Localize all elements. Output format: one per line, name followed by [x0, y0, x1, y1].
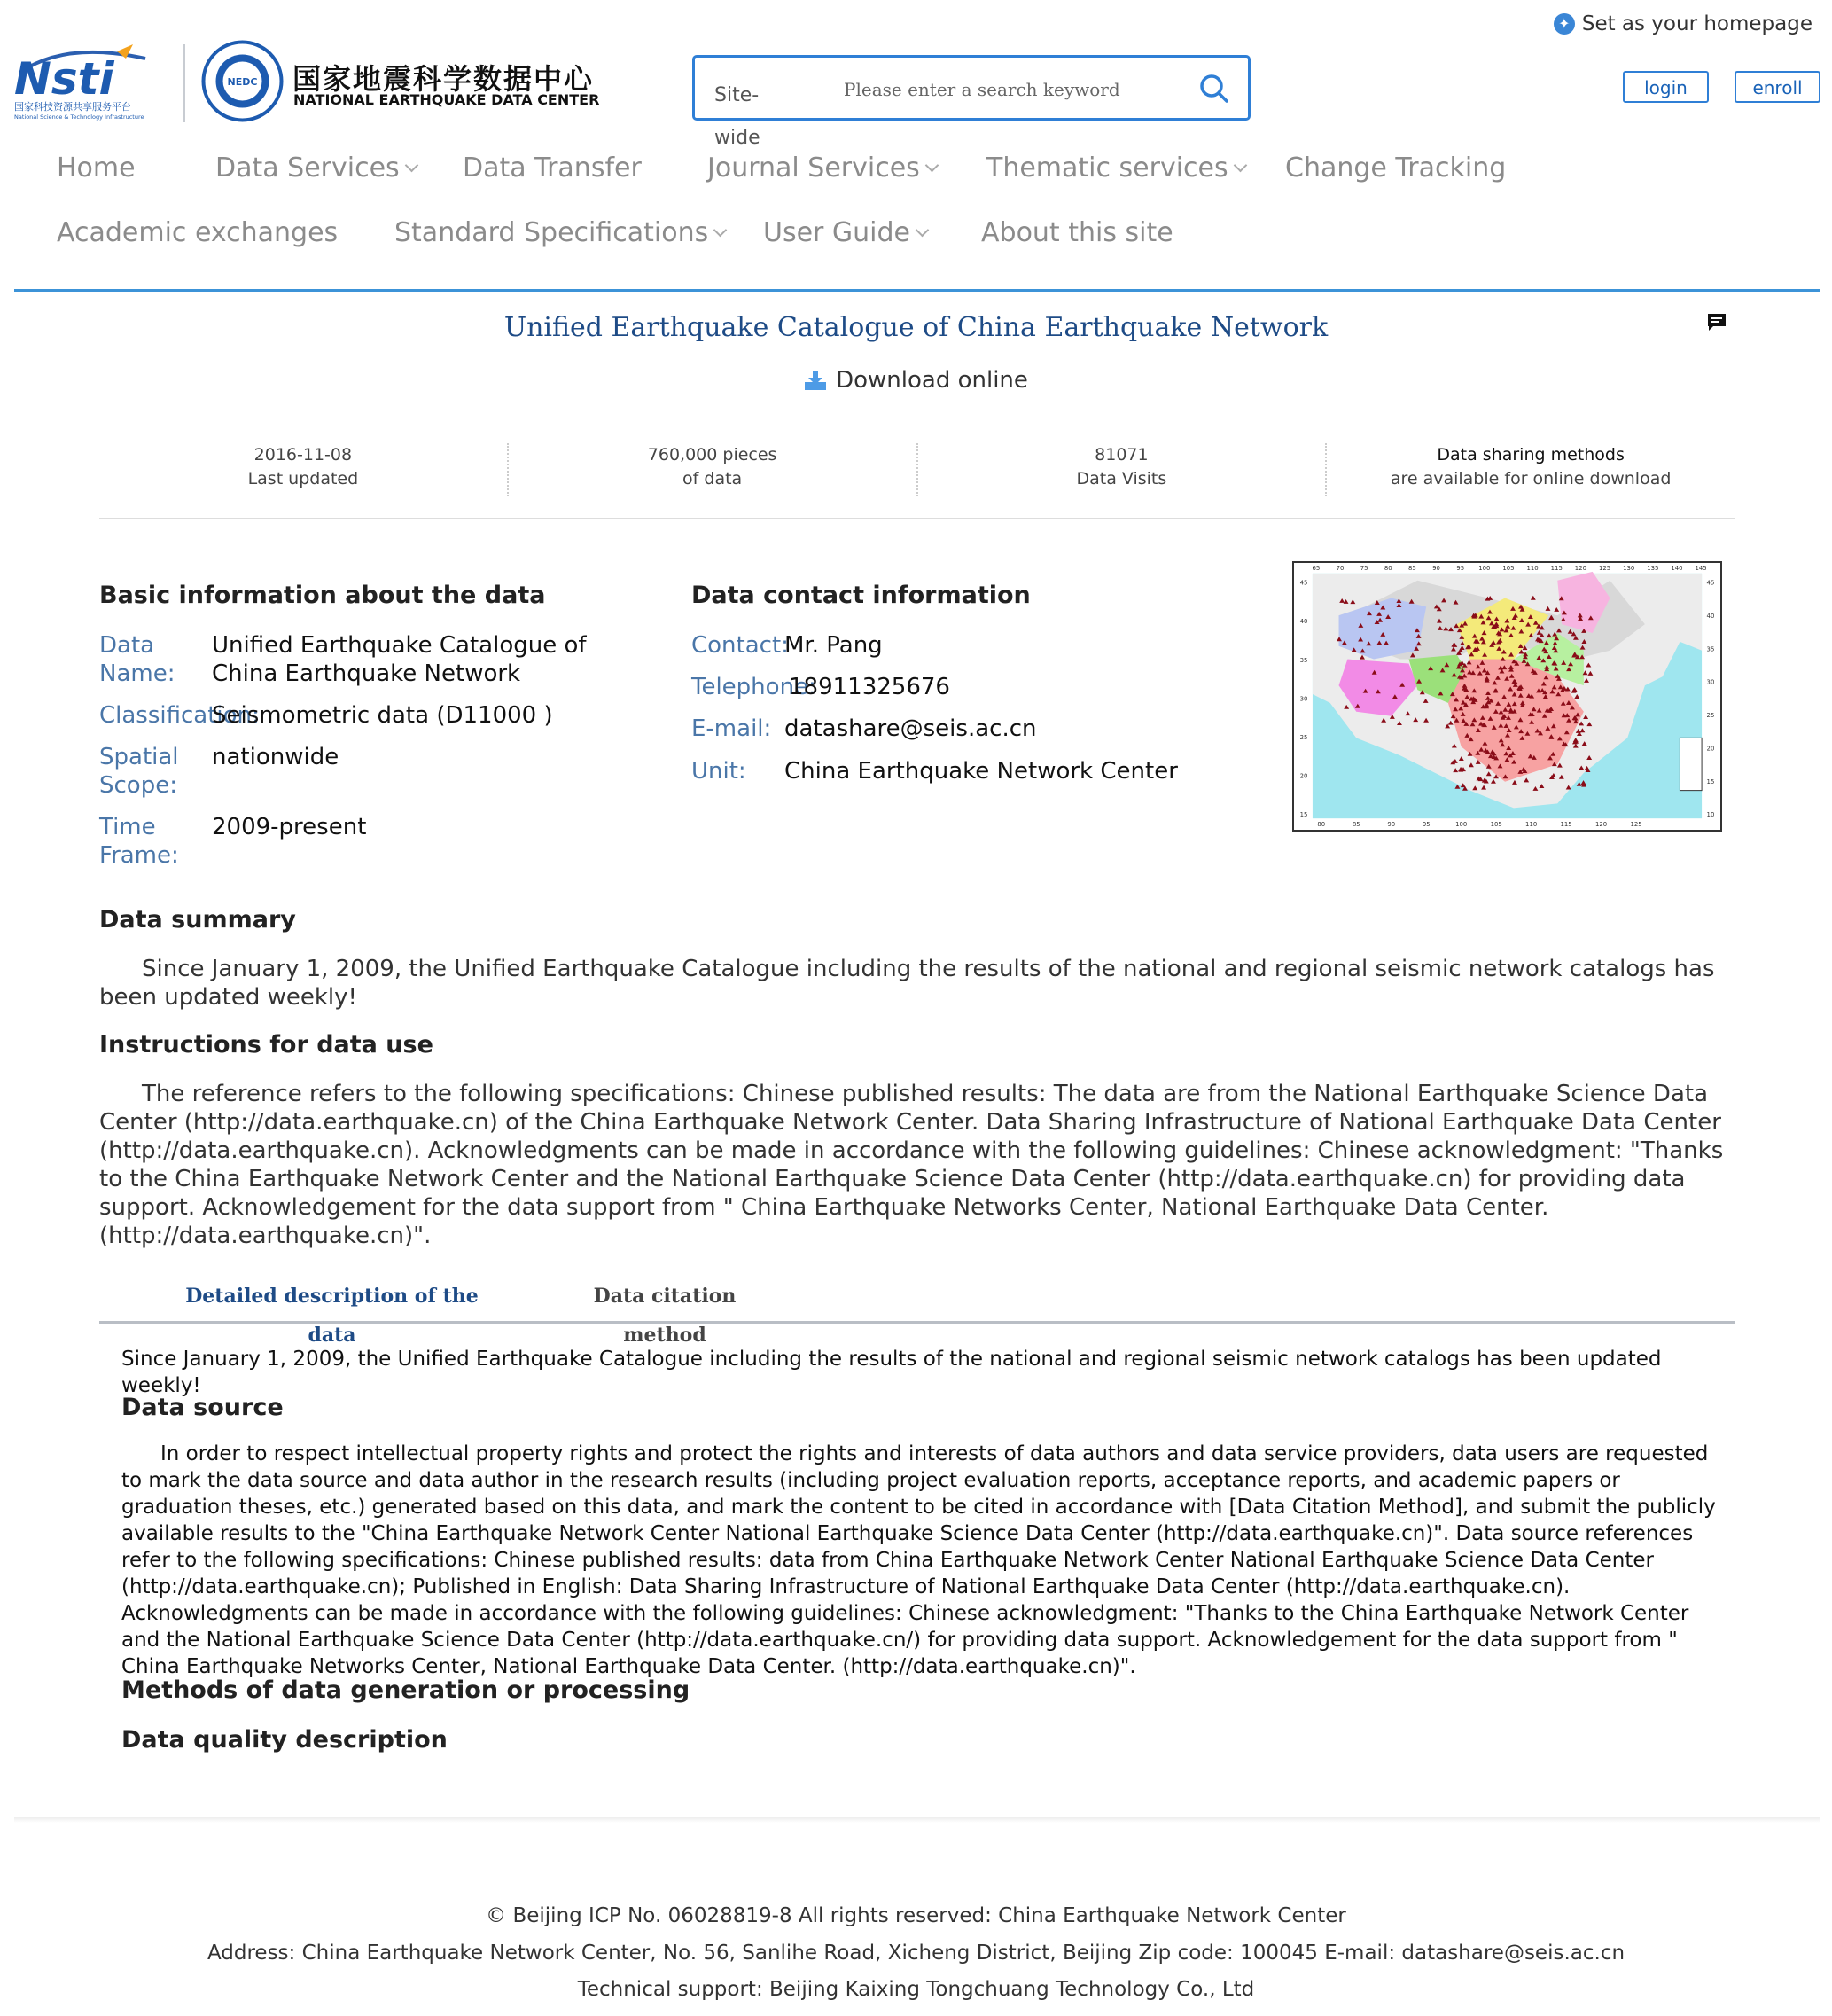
map-right-tick: 30 [1706, 678, 1715, 686]
telephone-label: Telephone: [691, 674, 816, 700]
nav-data-transfer-label: Data Transfer [463, 152, 642, 184]
summary-heading: Data summary [99, 906, 296, 934]
email-label: E-mail: [691, 715, 772, 742]
map-top-tick: 75 [1360, 564, 1368, 572]
comment-icon[interactable] [1706, 312, 1727, 333]
nav-standard-specifications-label: Standard Specifications [394, 217, 709, 248]
telephone-value: 18911325676 [789, 674, 950, 700]
stat-sharing-method [1327, 443, 1735, 496]
basic-info-heading: Basic information about the data [99, 582, 546, 609]
quality-heading: Data quality description [121, 1726, 448, 1754]
set-homepage-label: Set as your homepage [1581, 12, 1813, 35]
nedc-logo-text: NEDC [227, 76, 258, 88]
data-source-text: In order to respect intellectual property rights and protect the rights and interests of data authors and data service providers, data users are requested to mark the data source and data author in the research results (including project evaluation reports, acceptance reports, and academic papers or graduation theses, etc.) generated based on this data, and mark the content to be cited in accordance with [Data Citation Method], and submit the publicly available results to the "China Earthquake Network Center National Earthquake Science Data Center (http://data.earthquake.cn)". Data source references refer to the following specifications: Chinese published results: data from China Earthquake Network Center National Earthquake Science Data Center (http://data.earthquake.cn); Published in English: Data Sharing Infrastructure of National Earthquake Data Center (http://data.earthquake.cn). Acknowledgments can be made in accordance with the following guidelines: Chinese acknowledgment: "Thanks to the China Earthquake Network Center and the National Earthquake Science Data Center (http://data.earthquake.cn/) for providing data support. Acknowledgement for the data support from " China Earthquake Networks Center, National Earthquake Data Center. (http://data.earthquake.cn)". [121, 1442, 1716, 1678]
stat-data-visits-label: Data Visits [1076, 469, 1167, 488]
chevron-down-icon [916, 223, 930, 238]
map-right-tick: 35 [1706, 645, 1715, 653]
map-top-tick: 115 [1550, 564, 1563, 572]
time-frame-label: Time Frame: [99, 814, 179, 869]
map-right-tick: 15 [1706, 777, 1715, 785]
nav-journal-services-label: Journal Services [707, 152, 920, 184]
contact-label: Contact: [691, 632, 789, 659]
globe-icon: ✦ [1554, 13, 1575, 35]
nav-divider [14, 289, 1820, 292]
search-scope-select[interactable]: Site-wide [714, 84, 760, 149]
data-name-value: Unified Earthquake Catalogue of China Earthquake Network [212, 632, 587, 687]
map-top-tick: 80 [1384, 564, 1392, 572]
nsti-logo[interactable] [12, 39, 168, 121]
nedc-logo[interactable] [200, 39, 285, 123]
nav-academic-exchanges[interactable] [57, 217, 338, 248]
nav-data-services-label: Data Services [215, 152, 400, 184]
tab-detailed-description[interactable]: Detailed description of the data [170, 1277, 494, 1324]
stat-data-volume [509, 443, 918, 496]
footer-technical-support: Technical support: Beijing Kaixing Tongchuang Technology Co., Ltd [577, 1978, 1255, 2001]
login-button[interactable]: login [1623, 71, 1709, 103]
map-top-tick: 110 [1526, 564, 1539, 572]
nsti-logo-text: Nsti [14, 53, 114, 105]
map-bottom-tick: 110 [1525, 821, 1538, 829]
stat-data-volume-value: 760,000 pieces [647, 445, 777, 465]
stat-last-updated-label: Last updated [247, 469, 359, 488]
search-icon[interactable] [1197, 71, 1232, 106]
stat-sharing-method-label: are available for online download [1390, 469, 1672, 488]
search-input[interactable] [842, 74, 1182, 105]
time-frame-value: 2009-present [212, 814, 367, 840]
nav-standard-specifications[interactable] [394, 217, 725, 248]
footer-divider [14, 1817, 1820, 1823]
map-left-tick: 35 [1299, 656, 1308, 664]
dataset-stats [99, 443, 1735, 496]
nav-home-label: Home [57, 152, 136, 184]
map-top-tick: 105 [1502, 564, 1515, 572]
map-bottom-tick: 85 [1352, 821, 1360, 829]
stat-data-visits-value: 81071 [1095, 445, 1149, 465]
methods-heading: Methods of data generation or processing [121, 1676, 690, 1704]
detail-intro: Since January 1, 2009, the Unified Earthquake Catalogue including the results of the national and regional seismic network catalogs has been updated weekly! [121, 1348, 1662, 1397]
map-top-tick: 135 [1647, 564, 1659, 572]
stats-divider [99, 518, 1735, 519]
enroll-button[interactable]: enroll [1735, 71, 1820, 103]
brand-title-cn: 国家地震科学数据中心 [292, 62, 595, 96]
nav-data-transfer[interactable] [463, 152, 642, 184]
nav-academic-exchanges-label: Academic exchanges [57, 217, 339, 248]
classification-label: Classification: [99, 702, 260, 729]
map-bottom-tick: 115 [1560, 821, 1572, 829]
unit-label: Unit: [691, 758, 746, 785]
unit-value: China Earthquake Network Center [784, 758, 1178, 785]
data-name-label: Data Name: [99, 632, 175, 687]
map-bottom-tick: 90 [1387, 821, 1396, 829]
map-top-tick: 85 [1408, 564, 1416, 572]
map-bottom-tick: 80 [1317, 821, 1326, 829]
map-bottom-tick: 120 [1595, 821, 1608, 829]
nav-about-site-label: About this site [981, 217, 1173, 248]
dataset-title: Unified Earthquake Catalogue of China Earthquake Network [503, 312, 1329, 343]
nav-thematic-services-label: Thematic services [986, 152, 1228, 184]
instructions-text: The reference refers to the following specifications: Chinese published results: The data are from the National Earthquake Science Data Center (http://data.earthquake.cn) of the China Earthquake Network Center. Data Sharing Infrastructure of National Earthquake Data Center (http://data.earthquake.cn). Acknowledgments can be made in accordance with the following guidelines: Chinese acknowledgment: "Thanks to the China Earthquake Network Center and the National Earthquake Science Data Center (http://data.earthquake.cn) for providing data support. Acknowledgement for the data support from " China Earthquake Networks Center, National Earthquake Data Center. (http://data.earthquake.cn)". [99, 1081, 1724, 1249]
chevron-down-icon [925, 159, 939, 173]
chevron-down-icon [713, 223, 728, 238]
download-icon [804, 370, 827, 391]
stat-data-visits [918, 443, 1328, 496]
map-top-tick: 145 [1695, 564, 1707, 572]
map-top-tick: 140 [1671, 564, 1683, 572]
map-right-tick: 25 [1706, 712, 1715, 720]
map-left-tick: 30 [1299, 695, 1308, 703]
email-value[interactable]: datashare@seis.ac.cn [784, 715, 1037, 742]
data-source-heading: Data source [121, 1394, 284, 1421]
seismic-station-map [1292, 561, 1722, 832]
nsti-logo-subtitle-en: National Science & Technology Infrastructure [14, 113, 144, 121]
classification-value: Seismometric data (D11000 ) [212, 702, 553, 729]
map-top-tick: 70 [1336, 564, 1345, 572]
logo-divider [183, 44, 185, 122]
spatial-scope-value: nationwide [212, 744, 339, 770]
map-bottom-tick: 105 [1490, 821, 1502, 829]
nav-change-tracking-label: Change Tracking [1285, 152, 1507, 184]
map-top-tick: 125 [1598, 564, 1611, 572]
tab-data-citation-method[interactable]: Data citation method [593, 1285, 737, 1347]
contact-info-heading: Data contact information [691, 582, 1031, 609]
map-right-tick: 20 [1706, 745, 1715, 753]
chevron-down-icon [1233, 159, 1247, 173]
map-bottom-tick: 100 [1455, 821, 1468, 829]
brand-title-en: NATIONAL EARTHQUAKE DATA CENTER [293, 91, 600, 108]
set-homepage-link[interactable] [1554, 12, 1813, 35]
nav-about-site[interactable] [981, 217, 1173, 248]
map-top-tick: 90 [1432, 564, 1440, 572]
spatial-scope-label: Spatial Scope: [99, 744, 179, 799]
chevron-down-icon [404, 159, 418, 173]
nav-data-services[interactable] [215, 152, 417, 184]
nav-change-tracking[interactable] [1285, 152, 1506, 184]
map-left-tick: 20 [1299, 772, 1308, 780]
map-top-tick: 120 [1574, 564, 1586, 572]
download-online-label: Download online [836, 367, 1028, 394]
map-right-tick: 45 [1706, 579, 1715, 587]
stat-last-updated [99, 443, 509, 496]
nav-user-guide-label: User Guide [763, 217, 911, 248]
summary-text: Since January 1, 2009, the Unified Earthquake Catalogue including the results of the national and regional seismic network catalogs has been updated weekly! [99, 956, 1715, 1011]
stat-data-volume-label: of data [682, 469, 743, 488]
tab-divider [99, 1321, 1735, 1324]
footer-copyright: © Beijing ICP No. 06028819-8 All rights reserved: China Earthquake Network Center [486, 1904, 1346, 1927]
map-left-tick: 40 [1299, 618, 1308, 626]
instructions-heading: Instructions for data use [99, 1031, 433, 1059]
map-left-tick: 15 [1299, 811, 1308, 819]
map-top-tick: 130 [1623, 564, 1635, 572]
footer-address: Address: China Earthquake Network Center, No. 56, Sanlihe Road, Xicheng District, Beijing Zip code: 100045 E-mail: datashare@seis.ac.cn [207, 1942, 1625, 1965]
nav-thematic-services[interactable] [986, 152, 1245, 184]
nsti-logo-subtitle-cn: 国家科技资源共享服务平台 [14, 101, 131, 113]
map-right-tick: 10 [1706, 811, 1715, 819]
nav-journal-services[interactable] [707, 152, 937, 184]
map-bottom-tick: 125 [1630, 821, 1642, 829]
contact-value: Mr. Pang [784, 632, 883, 659]
nav-user-guide[interactable] [763, 217, 927, 248]
map-left-tick: 45 [1299, 579, 1308, 587]
map-top-tick: 95 [1456, 564, 1465, 572]
stat-last-updated-value: 2016-11-08 [253, 445, 353, 465]
map-right-tick: 40 [1706, 613, 1715, 621]
download-online-link[interactable] [0, 367, 1832, 397]
map-top-tick: 100 [1478, 564, 1491, 572]
map-bottom-tick: 95 [1422, 821, 1431, 829]
stat-sharing-method-value: Data sharing methods [1437, 445, 1625, 465]
nav-home[interactable] [57, 152, 136, 184]
map-left-tick: 25 [1299, 734, 1308, 742]
map-top-tick: 65 [1312, 564, 1321, 572]
